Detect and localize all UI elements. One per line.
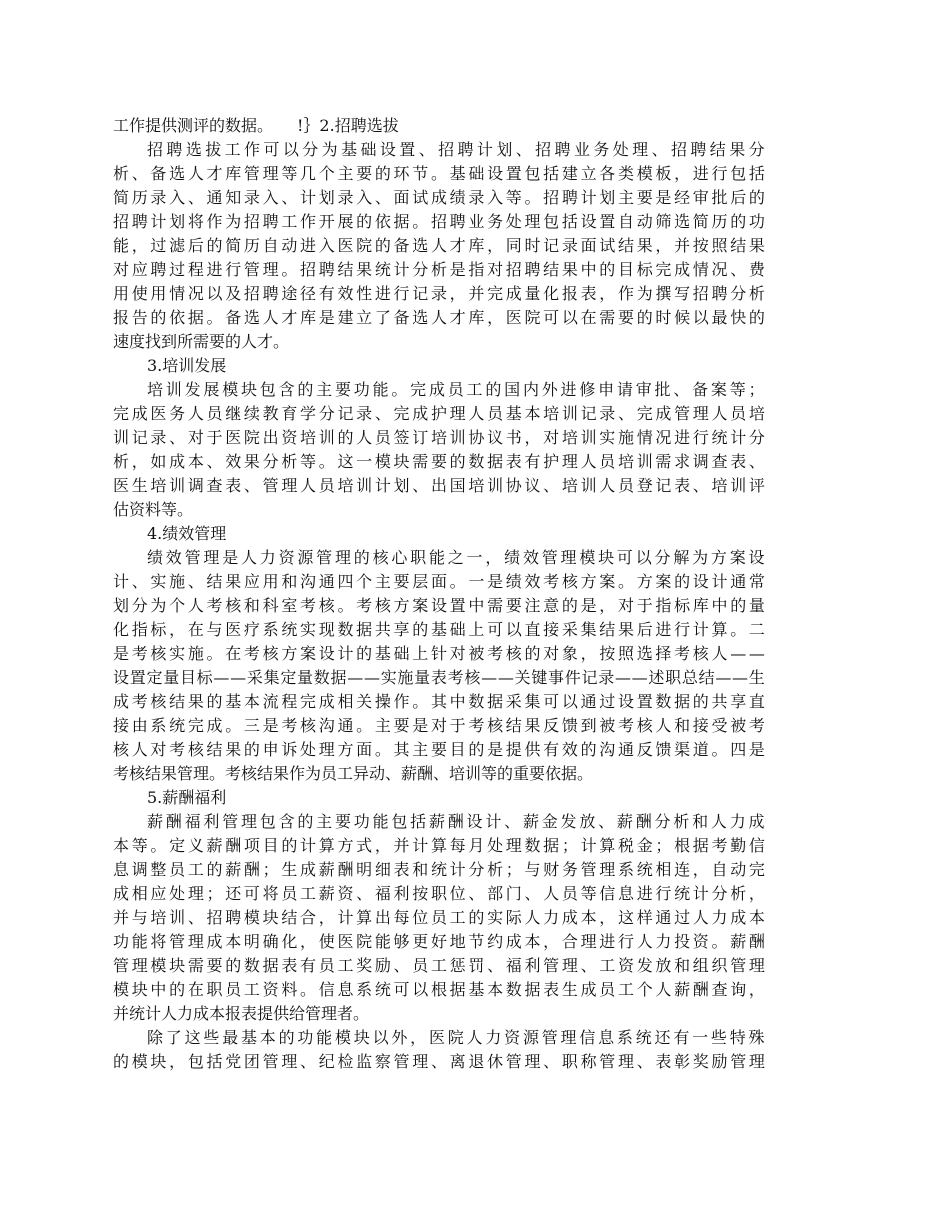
text-line: 划 分 为 个 人 考 核 和 科 室 考 核 。 考 核 方 案 设 置 中 需 要 注 意 的 是 ， 对 于 指 标 库 中 的 量 <box>113 596 765 615</box>
text-line: 能 ， 过 滤 后 的 简 历 自 动 进 入 医 院 的 备 选 人 才 库 ， 同 时 记 录 面 试 结 果 ， 并 按 照 结 果 <box>113 236 765 255</box>
text-line: 成 相 应 处 理 ； 还 可 将 员 工 薪 资 、 福 利 按 职 位 、 部 门 、 人 员 等 信 息 进 行 统 计 分 析 ， <box>113 884 765 903</box>
paragraph <box>113 378 765 522</box>
text-line: 医 生 培 训 调 查 表 、 管 理 人 员 培 训 计 划 、 出 国 培 训 协 议 、 培 训 人 员 登 记 表 、 培 训 评 <box>113 476 765 495</box>
text-line: 绩 效 管 理 是 人 力 资 源 管 理 的 核 心 职 能 之 一 ， 绩 效 管 理 模 块 可 以 分 解 为 方 案 设 <box>147 548 765 567</box>
text-line: 对 应 聘 过 程 进 行 管 理 。 招 聘 结 果 统 计 分 析 是 指 对 招 聘 结 果 中 的 目 标 完 成 情 况 、 费 <box>113 260 765 279</box>
text-line: 简 历 录 入 、 通 知 录 入 、 计 划 录 入 、 面 试 成 绩 录 入 等 。 招 聘 计 划 主 要 是 经 审 批 后 的 <box>113 188 765 207</box>
text-line: 3.培训发展 <box>147 356 227 375</box>
paragraph <box>113 138 765 354</box>
text-line: 析 ， 如 成 本 、 效 果 分 析 等 。 这 一 模 块 需 要 的 数 据 表 有 护 理 人 员 培 训 需 求 调 查 表 、 <box>113 452 765 471</box>
text-line: 本 等 。 定 义 薪 酬 项 目 的 计 算 方 式 ， 并 计 算 每 月 处 理 数 据 ； 计 算 税 金 ； 根 据 考 勤 信 <box>113 836 765 855</box>
text-line: 培 训 发 展 模 块 包 含 的 主 要 功 能 。 完 成 员 工 的 国 内 外 进 修 申 请 审 批 、 备 案 等 ； <box>147 380 765 399</box>
text-line: 招 聘 选 拔 工 作 可 以 分 为 基 础 设 置 、 招 聘 计 划 、 招 聘 业 务 处 理 、 招 聘 结 果 分 <box>147 140 765 159</box>
text-line: 成 考 核 结 果 的 基 本 流 程 完 成 相 关 操 作 。 其 中 数 据 采 集 可 以 通 过 设 置 数 据 的 共 享 直 <box>113 692 765 711</box>
text-line: 报 告 的 依 据 。 备 选 人 才 库 是 建 立 了 备 选 人 才 库 ， 医 院 可 以 在 需 要 的 时 候 以 最 快 的 <box>113 308 765 327</box>
text-line: 并 与 培 训 、 招 聘 模 块 结 合 ， 计 算 出 每 位 员 工 的 实 际 人 力 成 本 ， 这 样 通 过 人 力 成 本 <box>113 908 765 927</box>
text-line: 完 成 医 务 人 员 继 续 教 育 学 分 记 录 、 完 成 护 理 人 员 基 本 培 训 记 录 、 完 成 管 理 人 员 培 <box>113 404 765 423</box>
text-line: 模 块 中 的 在 职 员 工 资 料 。 信 息 系 统 可 以 根 据 基 本 数 据 表 生 成 员 工 个 人 薪 酬 查 询 ， <box>113 980 765 999</box>
text-line: 息 调 整 员 工 的 薪 酬 ； 生 成 薪 酬 明 细 表 和 统 计 分 析 ； 与 财 务 管 理 系 统 相 连 ， 自 动 完 <box>113 860 765 879</box>
text-line: 核 人 对 考 核 结 果 的 申 诉 处 理 方 面 。 其 主 要 目 的 是 提 供 有 效 的 沟 通 反 馈 渠 道 。 四 是 <box>113 740 765 759</box>
text-line: 计 、 实 施 、 结 果 应 用 和 沟 通 四 个 主 要 层 面 。 一 是 绩 效 考 核 方 案 。 方 案 的 设 计 通 常 <box>113 572 765 591</box>
paragraph <box>113 810 765 1026</box>
text-line: 4.绩效管理 <box>147 524 227 543</box>
text-line: 功 能 将 管 理 成 本 明 确 化 ， 使 医 院 能 够 更 好 地 节 约 成 本 ， 合 理 进 行 人 力 投 资 。 薪 酬 <box>113 932 765 951</box>
text-line: 是 考 核 实 施 。 在 考 核 方 案 设 计 的 基 础 上 针 对 被 考 核 的 对 象 ， 按 照 选 择 考 核 人 — — <box>113 644 765 663</box>
section-heading <box>113 786 765 810</box>
text-line: 5.薪酬福利 <box>147 788 227 807</box>
text-line: 设 置 定 量 目 标 — — 采 集 定 量 数 据 — — 实 施 量 表 考 核 — — 关 键 事 件 记 录 — — 述 职 总 结 — — 生 <box>113 668 765 687</box>
text-line: 考核结果管理。考核结果作为员工异动、薪酬、培训等的重要依据。 <box>113 764 594 783</box>
text-line: 并统计人力成本报表提供给管理者。 <box>113 1004 370 1023</box>
text-line: 用 使 用 情 况 以 及 招 聘 途 径 有 效 性 进 行 记 录 ， 并 完 成 量 化 报 表 ， 作 为 撰 写 招 聘 分 析 <box>113 284 765 303</box>
text-line: 招 聘 计 划 将 作 为 招 聘 工 作 开 展 的 依 据 。 招 聘 业 务 处 理 包 括 设 置 自 动 筛 选 简 历 的 功 <box>113 212 765 231</box>
text-line: 薪 酬 福 利 管 理 包 含 的 主 要 功 能 包 括 薪 酬 设 计 、 薪 金 发 放 、 薪 酬 分 析 和 人 力 成 <box>147 812 765 831</box>
text-line: 析 、 备 选 人 才 库 管 理 等 几 个 主 要 的 环 节 。 基 础 设 置 包 括 建 立 各 类 模 板 ， 进 行 包 括 <box>113 164 765 183</box>
paragraph <box>113 1026 765 1074</box>
paragraph <box>113 114 765 138</box>
text-line: 工作提供测评的数据。 !｝2.招聘选拔 <box>113 116 399 135</box>
paragraph <box>113 546 765 786</box>
text-line: 化 指 标 ， 在 与 医 疗 系 统 实 现 数 据 共 享 的 基 础 上 可 以 直 接 采 集 结 果 后 进 行 计 算 。 二 <box>113 620 765 639</box>
document-page <box>113 114 765 1074</box>
text-line: 速度找到所需要的人才。 <box>113 332 290 351</box>
text-line: 的 模 块 ， 包 括 党 团 管 理 、 纪 检 监 察 管 理 、 离 退 休 管 理 、 职 称 管 理 、 表 彰 奖 励 管 理 <box>113 1052 765 1071</box>
text-line: 接 由 系 统 完 成 。 三 是 考 核 沟 通 。 主 要 是 对 于 考 核 结 果 反 馈 到 被 考 核 人 和 接 受 被 考 <box>113 716 765 735</box>
text-line: 估资料等。 <box>113 500 194 519</box>
section-heading <box>113 522 765 546</box>
text-line: 除 了 这 些 最 基 本 的 功 能 模 块 以 外 ， 医 院 人 力 资 源 管 理 信 息 系 统 还 有 一 些 特 殊 <box>147 1028 765 1047</box>
text-line: 训 记 录 、 对 于 医 院 出 资 培 训 的 人 员 签 订 培 训 协 议 书 ， 对 培 训 实 施 情 况 进 行 统 计 分 <box>113 428 765 447</box>
section-heading <box>113 354 765 378</box>
text-line: 管 理 模 块 需 要 的 数 据 表 有 员 工 奖 励 、 员 工 惩 罚 、 福 利 管 理 、 工 资 发 放 和 组 织 管 理 <box>113 956 765 975</box>
